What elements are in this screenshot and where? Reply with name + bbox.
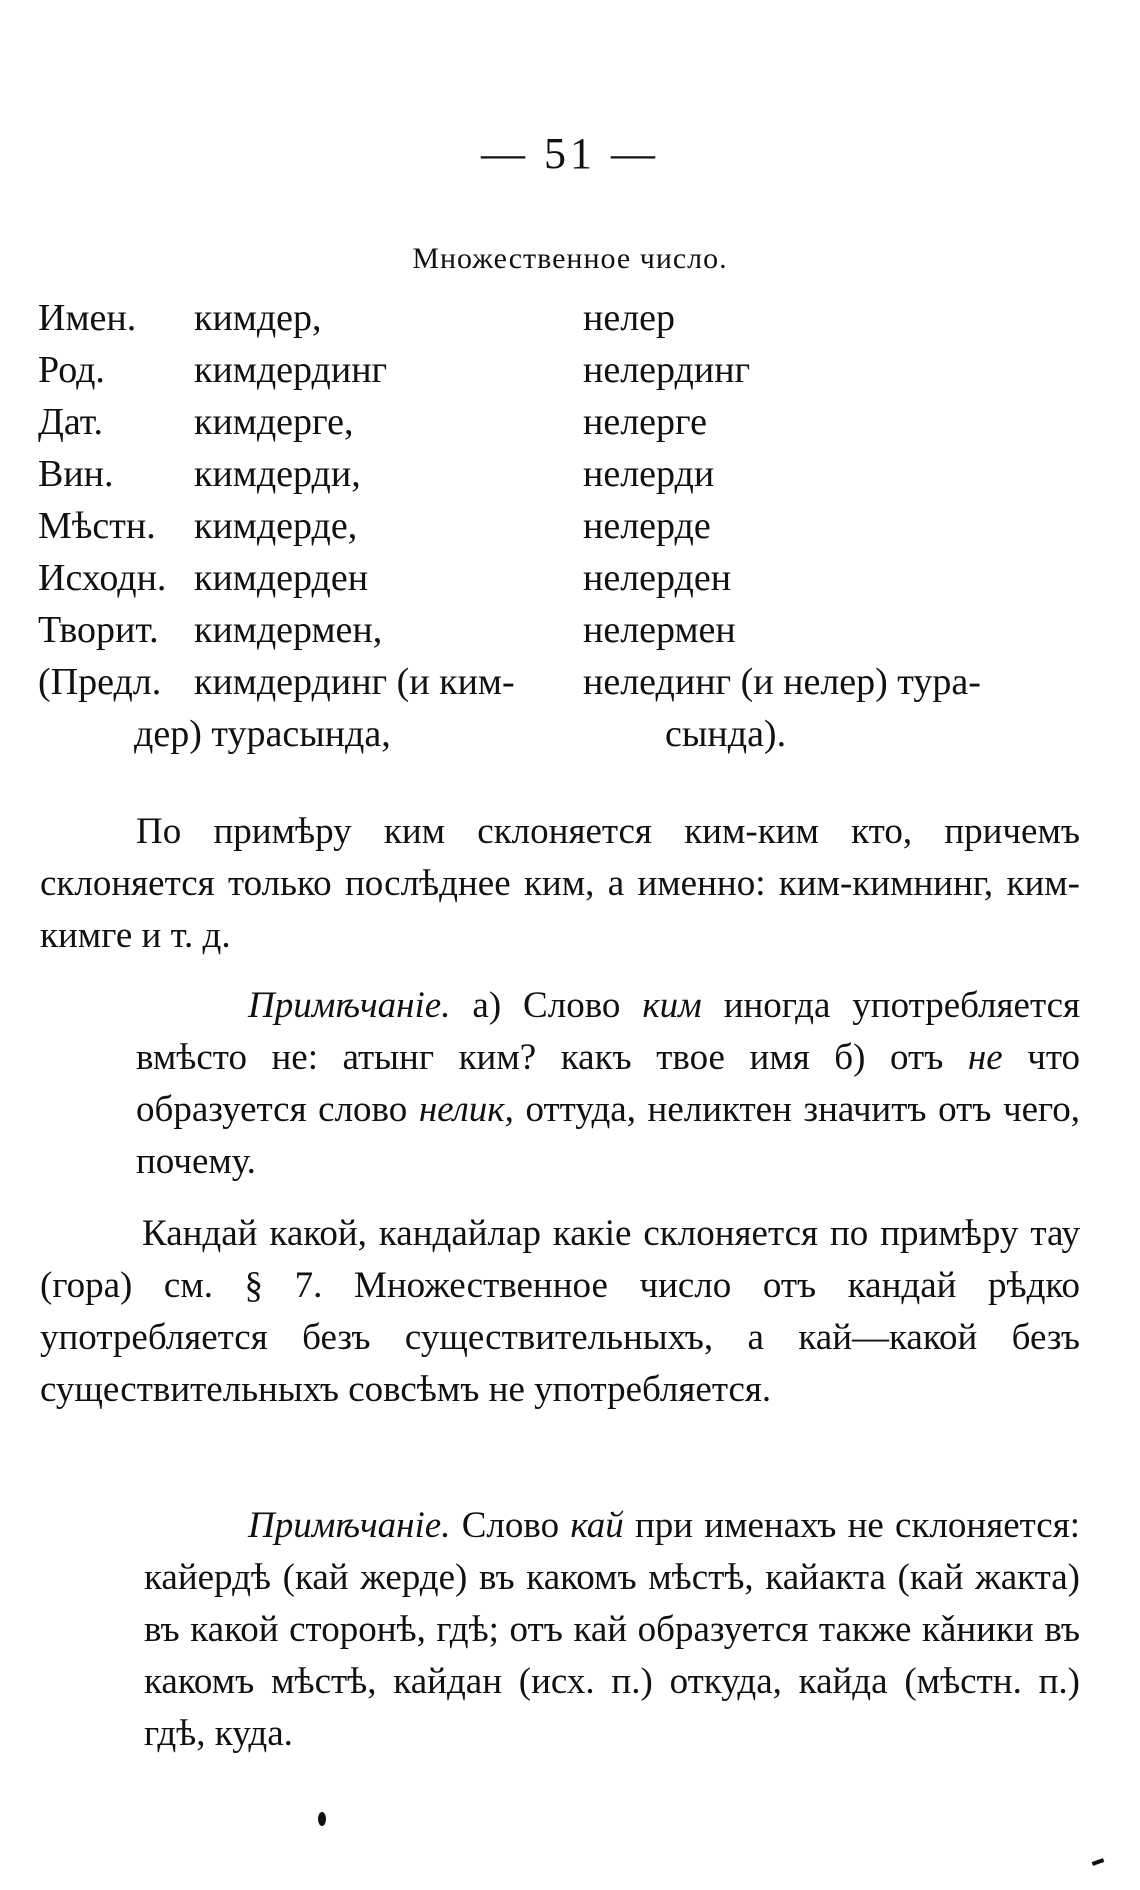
ne-form: нелердинг	[583, 349, 751, 391]
case-name: Вин.	[38, 453, 114, 495]
paragraph-kim-kim: По примѣру ким склоняется ким-ким кто, причемъ склоняется только послѣднее ким, а именно: ким-кимнинг, ким-кимге и т. д.	[40, 811, 1080, 956]
note-text: что образуется слово	[136, 1037, 1081, 1130]
note-label: Примѣчаніе.	[248, 1505, 451, 1546]
ink-speck	[1092, 1858, 1105, 1866]
case-name: Исходн.	[38, 557, 167, 599]
ne-form: нелер	[583, 297, 676, 339]
declension-row	[38, 556, 1078, 608]
ne-form: нелерди	[583, 453, 715, 495]
declension-row	[38, 504, 1078, 556]
kim-form: кимдермен,	[194, 609, 383, 651]
page-number: — 51 —	[481, 129, 659, 178]
kim-form: кимдер,	[194, 297, 322, 339]
kim-form: кимдерге,	[194, 401, 354, 443]
declension-row	[38, 400, 1078, 452]
note-label: Примѣчаніе.	[248, 985, 451, 1026]
kim-form: кимдердинг (и ким-	[194, 661, 515, 703]
ink-speck	[318, 1812, 326, 1826]
kim-form: дер) турасында,	[134, 713, 391, 755]
note-text: иногда употребляется вмѣсто не: атынг ким? какъ твое имя б) отъ	[136, 985, 1081, 1078]
note-word: не	[967, 1037, 1003, 1078]
case-name: Творит.	[38, 609, 159, 651]
declension-row	[38, 296, 1078, 348]
paragraph-kandai: Кандай какой, кандайлар какіе склоняется по примѣру тау (гора) см. § 7. Множественное число отъ кандай рѣдко употребляется безъ существительныхъ, а кай—какой безъ существительныхъ совсѣмъ не употребляется.	[40, 1213, 1080, 1410]
ne-form: нелединг (и нелер) тура-	[583, 661, 981, 703]
declension-row	[38, 660, 1078, 712]
declension-row	[38, 452, 1078, 504]
note-text: а) Слово	[472, 985, 621, 1026]
ne-form: нелерге	[583, 401, 707, 443]
declension-row	[38, 608, 1078, 660]
note-text: Слово	[461, 1505, 560, 1546]
case-name: Дат.	[38, 401, 104, 443]
note-kai	[144, 1500, 1080, 1760]
note-word: ким	[642, 985, 702, 1026]
note-word: кай	[570, 1505, 624, 1546]
ne-form: нелерде	[583, 505, 711, 547]
case-name: (Предл.	[38, 661, 162, 703]
ne-form: сында).	[665, 713, 787, 755]
kim-form: кимдерден	[194, 557, 369, 599]
declension-row	[38, 348, 1078, 400]
kim-form: кимдердинг	[194, 349, 388, 391]
declension-table	[38, 296, 1078, 764]
kim-form: кимдерди,	[194, 453, 361, 495]
kim-form: кимдерде,	[194, 505, 358, 547]
case-name: Мѣстн.	[38, 505, 156, 547]
case-name: Имен.	[38, 297, 137, 339]
note-text: оттуда, неликтен значитъ отъ чего, почему.	[136, 1089, 1080, 1182]
note-word: нелик,	[418, 1089, 514, 1130]
ne-form: нелерден	[583, 557, 732, 599]
section-title: Множественное число.	[412, 242, 728, 275]
case-name: Род.	[38, 349, 105, 391]
declension-row-continuation	[38, 712, 1078, 764]
note-text: при именахъ не склоняется: кайердѣ (кай жерде) въ какомъ мѣстѣ, кайакта (кай жакта) въ какой сторонѣ, гдѣ; отъ кай образуется также кǎники въ какомъ мѣстѣ, кайдан (исх. п.) откуда, кайда (мѣстн. п.) гдѣ, куда.	[144, 1505, 1081, 1754]
note-kim	[136, 980, 1080, 1188]
ne-form: нелермен	[583, 609, 736, 651]
